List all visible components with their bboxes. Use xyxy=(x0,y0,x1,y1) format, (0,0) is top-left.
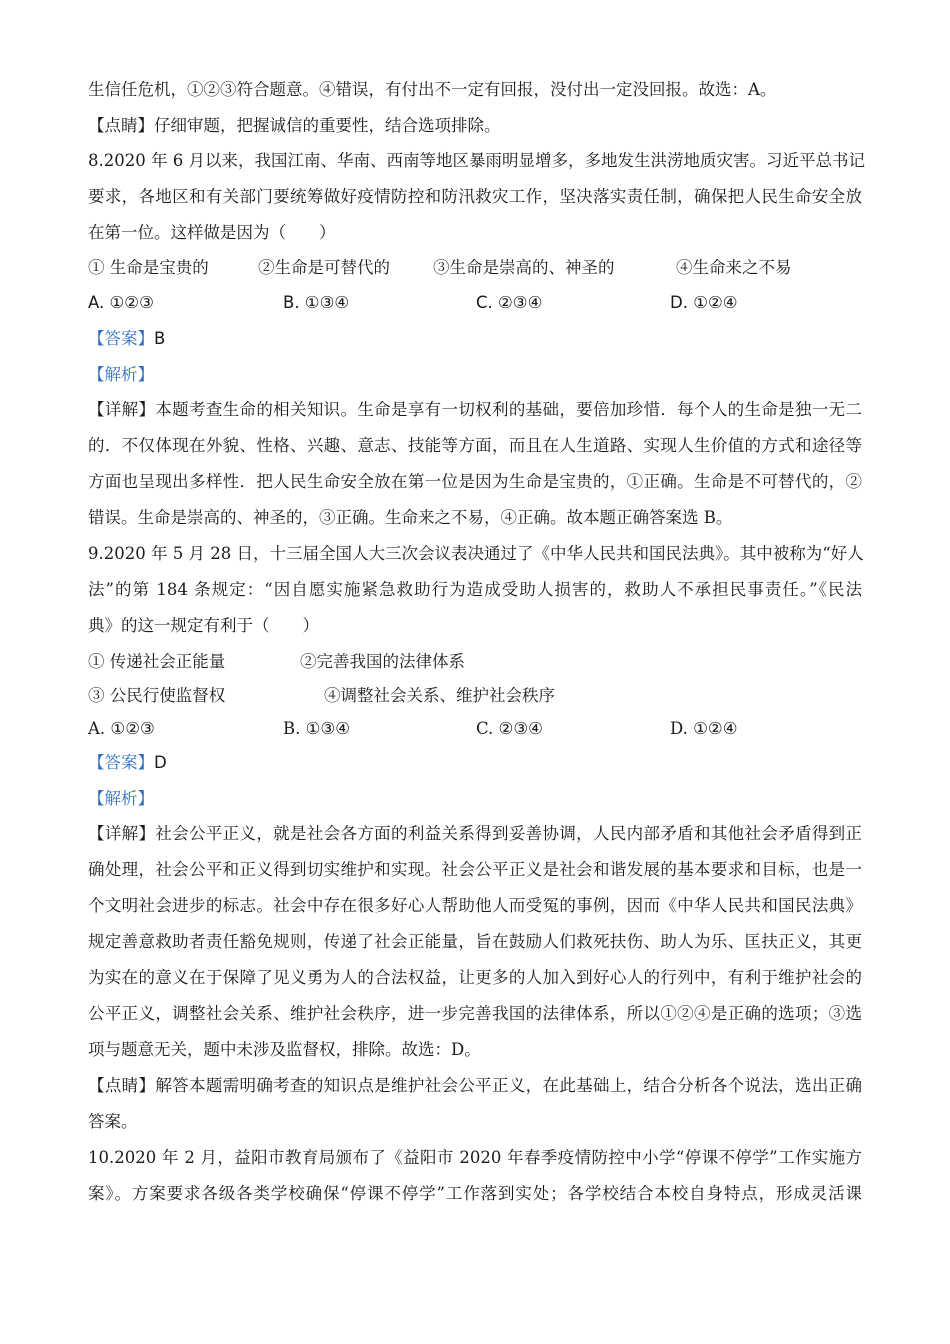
question-8-detail: 方面也呈现出多样性．把人民生命安全放在第一位是因为生命是宝贵的，①正确。生命是不可替代的，② xyxy=(88,472,862,491)
question-9-detail: 个文明社会进步的标志。社会中存在很多好心人帮助他人而受冤的事例，因而《中华人民共和国民法典》 xyxy=(88,896,862,915)
statement-4: ④调整社会关系、维护社会秩序 xyxy=(324,686,555,705)
question-8-stem: 要求，各地区和有关部门要统筹做好疫情防控和防汛救灾工作，坚决落实责任制，确保把人民生命安全放 xyxy=(88,187,862,206)
answer-tag: 【答案】 xyxy=(88,753,154,772)
analysis-tag: 【解析】 xyxy=(88,789,154,808)
answer-value: D xyxy=(154,753,167,772)
statement-1: ① 生命是宝贵的 xyxy=(88,258,209,277)
answer-line xyxy=(88,751,862,775)
answer-tag: 【答案】 xyxy=(88,329,154,348)
option-a: A. ①②③ xyxy=(88,293,154,312)
statement-1: ① 传递社会正能量 xyxy=(88,652,226,671)
statement-2: ②完善我国的法律体系 xyxy=(300,652,465,671)
question-9-stem: 9.2020 年 5 月 28 日，十三届全国人大三次会议表决通过了《中华人民共和国民法典》。其中被称为“好人 xyxy=(88,544,864,563)
statement-4: ④生命来之不易 xyxy=(676,258,792,277)
option-d: D. ①②④ xyxy=(670,293,738,312)
question-10-stem: 案》。方案要求各级各类学校确保“停课不停学”工作落到实处；各学校结合本校自身特点，形成灵活课 xyxy=(88,1184,862,1203)
analysis-tag: 【解析】 xyxy=(88,365,154,384)
option-a: A. ①②③ xyxy=(88,719,155,738)
hint-line: 答案。 xyxy=(88,1112,138,1131)
hint-line: 【点睛】仔细审题，把握诚信的重要性，结合选项排除。 xyxy=(88,116,501,135)
hint-line: 【点睛】解答本题需明确考查的知识点是维护社会公平正义，在此基础上，结合分析各个说法，选出正确 xyxy=(88,1076,862,1095)
option-c: C. ②③④ xyxy=(476,719,543,738)
option-b: B. ①③④ xyxy=(283,293,350,312)
answer-line xyxy=(88,327,862,351)
option-d: D. ①②④ xyxy=(670,719,738,738)
statement-2: ②生命是可替代的 xyxy=(258,258,390,277)
question-8-detail: 【详解】本题考查生命的相关知识。生命是享有一切权利的基础，要倍加珍惜．每个人的生命是独一无二 xyxy=(88,400,862,419)
question-9-detail: 公平正义，调整社会关系、维护社会秩序，进一步完善我国的法律体系，所以①②④是正确的选项；③选 xyxy=(88,1004,862,1023)
option-b: B. ①③④ xyxy=(283,719,350,738)
question-10-stem: 10.2020 年 2 月，益阳市教育局颁布了《益阳市 2020 年春季疫情防控中小学“停课不停学”工作实施方 xyxy=(88,1148,862,1167)
question-9-stem: 典》的这一规定有利于（ ） xyxy=(88,616,319,635)
option-c: C. ②③④ xyxy=(476,293,543,312)
statement-3: ③生命是崇高的、神圣的 xyxy=(433,258,615,277)
question-9-detail: 确处理，社会公平和正义得到切实维护和实现。社会公平正义是社会和谐发展的基本要求和目标，也是一 xyxy=(88,860,862,879)
statement-3: ③ 公民行使监督权 xyxy=(88,686,226,705)
text-line: 生信任危机，①②③符合题意。④错误，有付出不一定有回报，没付出一定没回报。故选：A。 xyxy=(88,80,777,99)
question-8-detail: 错误。生命是崇高的、神圣的，③正确。生命来之不易，④正确。故本题正确答案选 B。 xyxy=(88,508,733,527)
question-9-detail: 为实在的意义在于保障了见义勇为人的合法权益，让更多的人加入到好心人的行列中，有利于维护社会的 xyxy=(88,968,862,987)
question-9-detail: 【详解】社会公平正义，就是社会各方面的利益关系得到妥善协调，人民内部矛盾和其他社会矛盾得到正 xyxy=(88,824,862,843)
question-8-detail: 的．不仅体现在外貌、性格、兴趣、意志、技能等方面，而且在人生道路、实现人生价值的方式和途径等 xyxy=(88,436,862,455)
question-9-stem: 法”的第 184 条规定：“因自愿实施紧急救助行为造成受助人损害的，救助人不承担民事责任。”《民法 xyxy=(88,580,862,599)
question-8-stem: 8.2020 年 6 月以来，我国江南、华南、西南等地区暴雨明显增多，多地发生洪涝地质灾害。习近平总书记 xyxy=(88,151,865,170)
question-9-detail: 项与题意无关，题中未涉及监督权，排除。故选：D。 xyxy=(88,1040,481,1059)
question-9-detail: 规定善意救助者责任豁免规则，传递了社会正能量，旨在鼓励人们救死扶伤、助人为乐、匡扶正义，其更 xyxy=(88,932,862,951)
answer-value: B xyxy=(154,329,166,348)
question-8-stem: 在第一位。这样做是因为（ ） xyxy=(88,223,336,242)
